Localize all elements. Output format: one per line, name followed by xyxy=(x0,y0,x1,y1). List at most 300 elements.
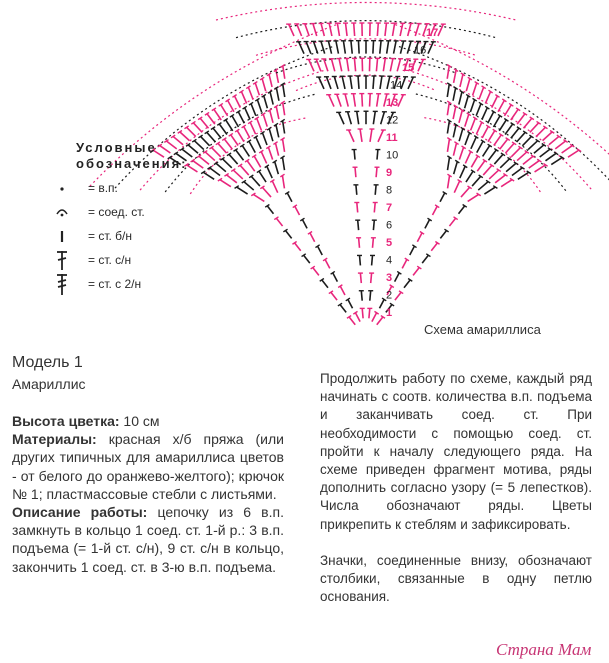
stitch-mark xyxy=(517,132,526,142)
stitch-mark xyxy=(262,133,267,145)
legend-item-chain xyxy=(52,176,192,200)
model-title: Модель 1 xyxy=(12,354,83,371)
stitch-mark xyxy=(517,114,525,124)
stitch-mark xyxy=(318,246,323,255)
stitch-mark xyxy=(245,108,250,120)
stitch-mark xyxy=(465,114,469,126)
stitch-mark xyxy=(461,187,470,197)
stitch-mark xyxy=(235,96,241,108)
stitch-mark xyxy=(283,139,285,152)
row-number-label: 12 xyxy=(386,114,399,127)
row-number-label: 6 xyxy=(386,219,393,232)
height-label: Высота цветка: xyxy=(12,413,120,429)
stitch-mark xyxy=(543,132,553,141)
stitch-mark xyxy=(220,180,231,187)
stitch-mark xyxy=(333,273,338,282)
stitch-mark xyxy=(331,292,337,300)
slip-stitch-arc-icon xyxy=(52,200,72,224)
stitch-mark xyxy=(540,149,550,157)
stitch-mark xyxy=(394,41,397,54)
stitch-mark xyxy=(372,255,373,265)
stitch-mark xyxy=(498,100,504,111)
stitch-mark xyxy=(354,23,355,36)
stitch-mark xyxy=(337,94,341,106)
legend xyxy=(52,140,192,296)
stitch-mark xyxy=(418,59,423,71)
treble-crochet-icon xyxy=(52,272,72,296)
description-label: Описание работы: xyxy=(12,504,148,521)
legend-item-label: = ст. с 2/н xyxy=(88,277,142,291)
stitch-mark xyxy=(357,203,358,213)
stitch-mark xyxy=(536,127,545,136)
row-number-label: 7 xyxy=(386,202,393,214)
stitch-mark xyxy=(205,152,215,161)
stitch-mark xyxy=(261,152,266,164)
stitch-mark xyxy=(459,147,463,159)
stitch-mark xyxy=(342,76,345,89)
stitch-mark xyxy=(375,185,376,195)
stitch-mark xyxy=(377,150,378,160)
stitch-mark xyxy=(471,137,476,149)
stitch-mark xyxy=(448,157,450,170)
stitch-mark xyxy=(447,121,449,134)
stitch-mark xyxy=(207,132,216,142)
stitch-mark xyxy=(477,141,483,152)
stitch-mark xyxy=(505,124,513,135)
stitch-mark xyxy=(336,41,339,54)
site-watermark: Страна Мам xyxy=(496,640,592,659)
stitch-mark xyxy=(372,313,377,322)
stitch-mark xyxy=(348,299,353,308)
stitch-mark xyxy=(241,92,246,104)
legend-item-label: = ст. б/н xyxy=(88,229,133,243)
stitch-mark xyxy=(236,150,244,160)
stitch-mark xyxy=(400,41,403,54)
stitch-mark xyxy=(295,243,301,251)
stitch-mark xyxy=(297,24,302,36)
stitch-mark xyxy=(250,122,255,134)
right-paragraph-2: Значки, соединенные внизу, обозначают столбики, связанные в одну петлю основания. xyxy=(320,552,592,605)
stitch-mark xyxy=(348,112,352,124)
stitch-mark xyxy=(518,172,529,179)
row-number-label: 5 xyxy=(386,237,393,249)
stitch-mark xyxy=(349,317,355,325)
stitch-mark xyxy=(226,120,233,131)
stitch-mark xyxy=(237,187,248,194)
stitch-mark xyxy=(506,163,516,171)
stitch-mark xyxy=(213,128,221,138)
single-crochet-icon xyxy=(52,224,72,248)
stitch-mark xyxy=(511,128,519,138)
row-number-label: 16 xyxy=(414,44,427,57)
stitch-mark xyxy=(492,96,498,108)
stitch-mark xyxy=(387,41,389,54)
stitch-mark xyxy=(383,58,385,71)
stitch-mark xyxy=(305,24,309,36)
chain-arc xyxy=(276,57,456,73)
stitch-mark xyxy=(321,23,324,36)
stitch-mark xyxy=(244,182,254,190)
stitch-mark xyxy=(203,172,214,179)
row-number-label: 11 xyxy=(386,132,398,144)
stitch-mark xyxy=(242,146,249,157)
stitch-mark xyxy=(354,150,355,160)
stitch-mark xyxy=(488,131,495,142)
stitch-mark xyxy=(187,127,196,136)
stitch-mark xyxy=(377,23,378,36)
stitch-mark xyxy=(270,110,273,123)
stitch-mark xyxy=(347,58,349,71)
stitch-mark xyxy=(319,77,324,89)
stitch-mark xyxy=(276,106,279,119)
stitch-mark xyxy=(329,23,332,36)
row-number-label: 4 xyxy=(386,254,393,267)
stitch-mark xyxy=(343,41,345,54)
stitch-mark xyxy=(447,139,449,152)
stitch-mark xyxy=(483,146,490,157)
stitch-mark xyxy=(369,308,370,318)
stitch-mark xyxy=(283,102,285,115)
stitch-mark xyxy=(478,182,488,190)
stitch-mark xyxy=(193,123,202,133)
stitch-mark xyxy=(373,76,374,89)
stitch-mark xyxy=(276,125,279,138)
row-number-label: 9 xyxy=(386,167,393,179)
stitch-mark xyxy=(499,120,506,131)
stitch-mark xyxy=(304,255,310,263)
stitch-mark xyxy=(214,109,221,120)
stitch-mark xyxy=(269,74,272,87)
stitch-mark xyxy=(395,273,400,282)
stitch-mark xyxy=(390,59,393,72)
stitch-mark xyxy=(358,76,359,89)
stitch-mark xyxy=(484,187,495,194)
stitch-mark xyxy=(447,66,449,79)
stitch-mark xyxy=(269,129,273,141)
stitch-mark xyxy=(453,125,456,138)
stitch-mark xyxy=(283,84,285,97)
stitch-mark xyxy=(379,299,384,308)
stitch-mark xyxy=(233,170,243,179)
stitch-mark xyxy=(454,181,459,193)
materials-value: красная х/б пряжа (или других типичных для амариллиса цветов - от белого до оранжево-желтого); крючок № 1; пластмассовые стебли с листьями. xyxy=(12,431,284,502)
legend-item-dc xyxy=(52,248,192,272)
stitch-mark xyxy=(493,116,500,127)
stitch-mark xyxy=(356,185,357,195)
stitch-mark xyxy=(275,162,279,174)
stitch-mark xyxy=(349,130,354,142)
stitch-mark xyxy=(460,74,463,87)
stitch-mark xyxy=(276,218,282,226)
stitch-mark xyxy=(237,131,244,142)
stitch-mark xyxy=(440,231,446,239)
legend-item-sc xyxy=(52,224,192,248)
stitch-mark xyxy=(417,233,422,242)
stitch-mark xyxy=(476,122,481,134)
stitch-mark xyxy=(219,124,227,135)
stitch-mark xyxy=(551,158,562,165)
row-number-label: 2 xyxy=(386,289,393,302)
stitch-mark xyxy=(355,167,356,177)
stitch-mark xyxy=(447,102,449,115)
stitch-mark xyxy=(425,220,430,229)
description-value: цепочку из 6 в.п. замкнуть в кольцо 1 соед. ст. 1-й р.: 3 в.п. подъема (= 1-й ст. с/н), 9 ст. с/н в кольцо, закончить 1 соед. ст. в 3-ю в.п. подъема. xyxy=(12,504,284,575)
stitch-mark xyxy=(325,259,330,268)
stitch-mark xyxy=(504,105,511,116)
chain-arc xyxy=(399,44,609,189)
stitch-mark xyxy=(482,108,487,120)
stitch-mark xyxy=(259,171,266,182)
stitch-mark xyxy=(253,194,264,201)
stitch-mark xyxy=(212,148,221,157)
stitch-mark xyxy=(193,161,204,169)
stitch-mark xyxy=(263,114,267,126)
stitch-mark xyxy=(370,291,371,301)
stitch-mark xyxy=(523,156,533,164)
stitch-mark xyxy=(528,141,538,150)
stitch-mark xyxy=(460,166,465,178)
materials-label: Материалы: xyxy=(12,431,97,448)
row-number-label: 17 xyxy=(426,27,439,39)
diagram-caption: Схема амариллиса xyxy=(424,322,541,337)
stitch-mark xyxy=(287,193,292,202)
stitch-mark xyxy=(529,161,540,169)
stitch-mark xyxy=(262,187,271,197)
materials-paragraph xyxy=(12,430,284,503)
stitch-mark xyxy=(207,114,215,124)
stitch-mark xyxy=(562,146,573,153)
stitch-mark xyxy=(534,145,544,153)
row-number-label: 8 xyxy=(386,184,393,197)
stitch-mark xyxy=(454,162,458,174)
stitch-mark xyxy=(459,129,463,141)
stitch-mark xyxy=(466,171,473,182)
stitch-mark xyxy=(479,87,484,99)
stitch-mark xyxy=(473,83,477,95)
stitch-mark xyxy=(360,129,362,142)
stitch-mark xyxy=(410,246,415,255)
stitch-mark xyxy=(381,112,385,124)
height-value: 10 см xyxy=(119,413,160,429)
row-number-label: 13 xyxy=(386,97,399,109)
chain-arc xyxy=(216,3,516,21)
stitch-mark xyxy=(370,94,371,107)
stitch-mark xyxy=(373,41,374,54)
stitch-mark xyxy=(373,220,374,230)
stitch-mark xyxy=(459,110,462,123)
stitch-mark xyxy=(232,116,239,127)
stitch-mark xyxy=(370,129,372,142)
stitch-mark xyxy=(459,206,465,214)
stitch-mark xyxy=(244,126,250,137)
stitch-mark xyxy=(373,111,375,124)
stitch-mark xyxy=(256,137,261,149)
stitch-mark xyxy=(549,136,559,144)
stitch-mark xyxy=(302,220,307,229)
stitch-mark xyxy=(376,58,377,71)
stitch-mark xyxy=(201,136,210,145)
stitch-mark xyxy=(371,273,372,283)
stitch-mark xyxy=(222,159,231,168)
stitch-mark xyxy=(431,243,437,251)
stitch-mark xyxy=(321,41,325,53)
stitch-mark xyxy=(270,92,273,105)
stitch-mark xyxy=(489,170,499,179)
stitch-mark xyxy=(199,156,209,164)
stitch-mark xyxy=(385,23,387,36)
stitch-mark xyxy=(340,286,345,295)
stitch-mark xyxy=(282,176,284,189)
stitch-mark xyxy=(495,175,505,183)
stitch-mark xyxy=(295,206,300,215)
stitch-mark xyxy=(453,106,456,119)
row-number-label: 1 xyxy=(386,307,393,319)
stitch-mark xyxy=(440,193,445,202)
stitch-mark xyxy=(468,194,479,201)
stitch-mark xyxy=(353,94,355,107)
stitch-mark xyxy=(345,94,348,107)
stitch-mark xyxy=(361,291,362,301)
legend-item-label: = в.п. xyxy=(88,181,118,195)
stitch-mark xyxy=(500,139,508,149)
stitch-mark xyxy=(322,280,328,288)
stitch-mark xyxy=(398,95,403,107)
stitch-mark xyxy=(447,84,449,97)
stitch-mark xyxy=(422,255,428,263)
stitch-mark xyxy=(397,59,400,72)
stitch-mark xyxy=(522,136,531,145)
stitch-mark xyxy=(334,76,338,88)
stitch-mark xyxy=(216,163,226,171)
stitch-mark xyxy=(310,233,315,242)
stitch-mark xyxy=(355,313,360,322)
stitch-mark xyxy=(324,59,328,71)
stitch-mark xyxy=(267,206,273,214)
stitch-mark xyxy=(523,118,531,128)
stitch-mark xyxy=(465,152,470,164)
stitch-mark xyxy=(228,100,234,111)
stitch-mark xyxy=(337,23,339,36)
stitch-mark xyxy=(251,104,256,116)
stitch-mark xyxy=(240,165,249,175)
stitch-mark xyxy=(257,118,262,130)
stitch-mark xyxy=(535,165,546,172)
stitch-mark xyxy=(402,259,407,268)
stitch-mark xyxy=(494,154,503,164)
stitch-mark xyxy=(313,268,319,276)
stitch-mark xyxy=(377,317,383,325)
instructions-right-column xyxy=(320,370,592,606)
stitch-mark xyxy=(395,292,401,300)
stitch-mark xyxy=(224,139,232,149)
stitch-mark xyxy=(251,176,260,186)
stitch-mark xyxy=(408,77,413,89)
legend-title xyxy=(76,140,192,172)
stitch-mark xyxy=(470,100,474,112)
stitch-mark xyxy=(482,126,488,137)
stitch-mark xyxy=(408,23,411,36)
stitch-mark xyxy=(218,143,227,153)
stitch-mark xyxy=(511,109,518,120)
row-number-label: 10 xyxy=(386,149,399,162)
stitch-mark xyxy=(459,92,462,105)
stitch-mark xyxy=(400,23,403,36)
legend-item-label: = ст. с/н xyxy=(88,253,132,267)
stitch-mark xyxy=(453,88,456,101)
stitch-mark xyxy=(257,100,261,112)
legend-title-line2: обозначения: xyxy=(76,156,188,171)
stitch-mark xyxy=(339,112,344,124)
stitch-mark xyxy=(376,167,377,177)
stitch-mark xyxy=(472,176,481,186)
stitch-mark xyxy=(511,148,520,157)
stitch-mark xyxy=(283,66,285,79)
instructions-left-column xyxy=(12,412,284,576)
stitch-mark xyxy=(485,92,490,104)
stitch-mark xyxy=(221,105,228,116)
stitch-mark xyxy=(568,150,579,157)
stitch-mark xyxy=(238,112,244,124)
stitch-mark xyxy=(350,76,352,89)
stitch-mark xyxy=(313,41,317,53)
stitch-mark xyxy=(488,150,496,160)
stitch-mark xyxy=(432,206,437,215)
chain-dot-icon xyxy=(52,176,72,200)
stitch-mark xyxy=(249,141,255,152)
legend-item-label: = соед. ст. xyxy=(88,205,145,219)
stitch-mark xyxy=(377,94,379,107)
legend-item-slip xyxy=(52,200,192,224)
row-number-label: 3 xyxy=(386,272,393,284)
stitch-mark xyxy=(194,141,204,150)
stitch-mark xyxy=(329,95,334,107)
stitch-mark xyxy=(466,79,470,92)
stitch-mark xyxy=(448,176,450,189)
stitch-mark xyxy=(360,273,361,283)
legend-title-line1: Условные xyxy=(76,140,157,155)
stitch-mark xyxy=(262,79,266,92)
stitch-mark xyxy=(283,157,285,170)
stitch-mark xyxy=(530,123,539,133)
stitch-mark xyxy=(555,141,565,149)
stitch-mark xyxy=(373,238,374,248)
stitch-mark xyxy=(413,268,419,276)
stitch-mark xyxy=(313,24,317,36)
stitch-mark xyxy=(362,94,363,107)
stitch-mark xyxy=(380,76,382,89)
right-paragraph-1: Продолжить работу по схеме, каждый ряд начинать с соотв. количества в.п. подъема и заканчивать соед. ст. При необходимости с помощью соед. ст. пройти к началу следующего ряда. На схеме приведен фрагмент мотива, ряды дополнить согласно узору (= 5 лепестков). Числа обозначают ряды. Цветы прикрепить к стеблям и зафиксировать. xyxy=(320,371,592,532)
stitch-mark xyxy=(254,156,261,167)
stitch-mark xyxy=(229,154,238,164)
stitch-mark xyxy=(501,180,512,187)
description-paragraph xyxy=(12,503,284,576)
stitch-mark xyxy=(267,166,272,178)
stitch-mark xyxy=(268,147,272,159)
stitch-mark xyxy=(255,83,259,95)
stitch-mark xyxy=(407,41,411,53)
stitch-mark xyxy=(360,255,361,265)
stitch-mark xyxy=(264,96,268,108)
stitch-mark xyxy=(227,175,237,183)
row-number-label: 14 xyxy=(390,79,403,92)
row-number-label: 15 xyxy=(402,62,415,74)
stitch-mark xyxy=(471,156,478,167)
stitch-mark xyxy=(357,111,359,124)
center-petal xyxy=(216,3,516,319)
model-subtitle: Амариллис xyxy=(12,376,86,392)
stitch-mark xyxy=(351,41,352,54)
stitch-mark xyxy=(477,161,485,172)
